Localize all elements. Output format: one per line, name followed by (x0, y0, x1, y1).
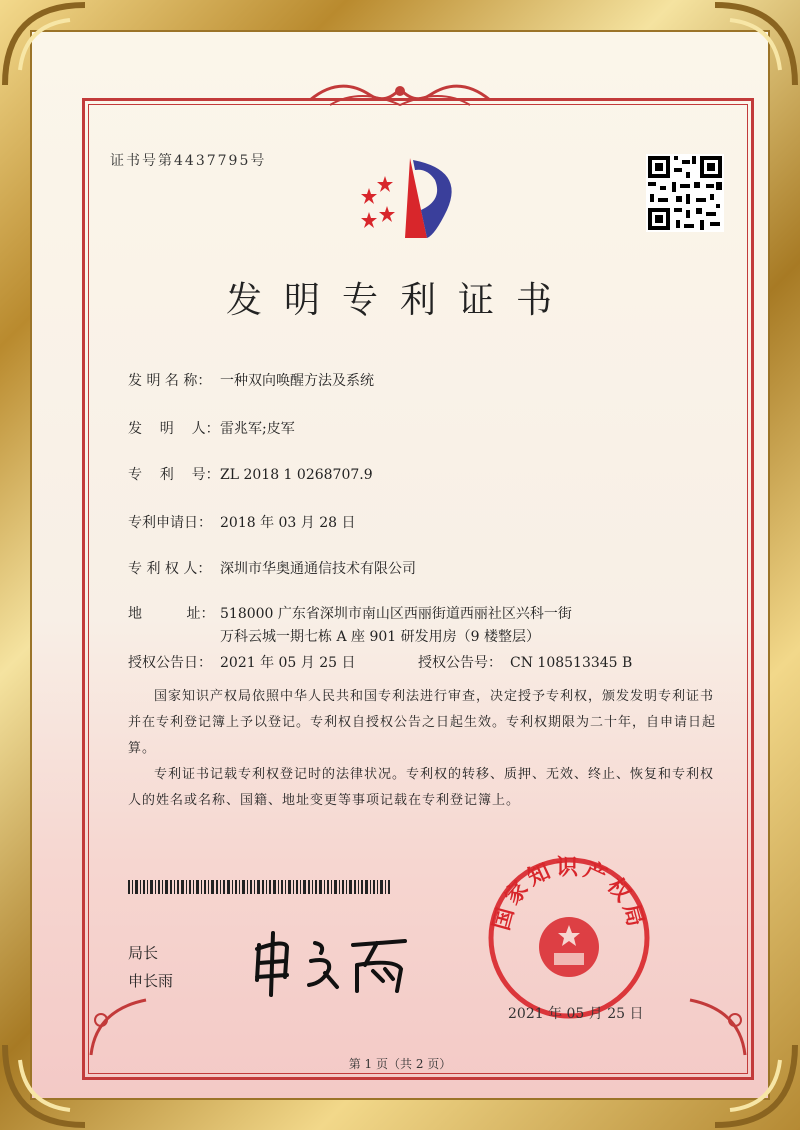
field-grant-no (418, 652, 632, 672)
signature-title: 局长 (128, 944, 159, 962)
field-label: 专利申请日： (128, 515, 212, 531)
field-label: 发 明 人： (128, 421, 220, 437)
paragraph: 国家知识产权局依照中华人民共和国专利法进行审查，决定授予专利权，颁发发明专利证书并在专利登记簿上予以登记。专利权自授权公告之日起生效。专利权期限为二十年，自申请日起算。 (128, 689, 717, 756)
field-grant-date (128, 652, 356, 672)
field-invention-name (128, 370, 374, 390)
field-label: 授权公告日： (128, 655, 212, 671)
field-value: CN 108513345 B (510, 655, 633, 671)
seal-date: 2021 年 05 月 25 日 (508, 1006, 644, 1022)
field-label: 专 利 权 人： (128, 561, 212, 577)
field-value: ZL 2018 1 0268707.9 (220, 467, 373, 483)
red-flourish-br (680, 990, 750, 1060)
field-value: 518000 广东省深圳市南山区西丽街道西丽社区兴科一街 (220, 606, 572, 622)
certificate-number: 证书号第4437795号 (110, 153, 267, 169)
corner-ornament-bl (0, 1040, 90, 1130)
field-value: 2018 年 03 月 28 日 (220, 515, 356, 531)
field-filing-date (128, 512, 356, 532)
field-label: 专 利 号： (128, 467, 220, 483)
page-number: 第 1 页（共 2 页） (348, 1057, 452, 1071)
field-inventor (128, 418, 295, 438)
signature-name: 申长雨 (128, 972, 174, 990)
barcode (128, 880, 390, 894)
field-address-line2: 万科云城一期七栋 A 座 901 研发用房（9 楼整层） (220, 629, 540, 645)
corner-ornament-tr (710, 0, 800, 90)
field-label: 发 明 名 称： (128, 373, 212, 389)
field-label: 地 址： (128, 606, 215, 622)
field-patentee (128, 558, 416, 578)
seal-text: 国家知识产权局 (489, 855, 649, 934)
field-address (128, 603, 572, 623)
corner-ornament-tl (0, 0, 90, 90)
red-flourish-bl (86, 990, 156, 1060)
field-label: 授权公告号： (418, 655, 502, 671)
field-value: 2021 年 05 月 25 日 (220, 655, 356, 671)
field-value: 深圳市华奥通通信技术有限公司 (220, 561, 416, 577)
page-title: 发明专利证书 (225, 280, 574, 321)
paragraph: 专利证书记载专利权登记时的法律状况。专利权的转移、质押、无效、终止、恢复和专利权人的姓名或名称、国籍、地址变更等事项记载在专利登记簿上。 (128, 767, 715, 808)
field-value: 一种双向唤醒方法及系统 (220, 373, 374, 389)
handwritten-signature (245, 925, 425, 1000)
field-patent-no (128, 464, 373, 484)
cnipa-logo (355, 150, 465, 245)
field-value: 雷兆军;皮军 (220, 421, 295, 437)
qr-code (646, 154, 724, 232)
top-ornament (300, 75, 500, 115)
official-seal (486, 855, 652, 1021)
